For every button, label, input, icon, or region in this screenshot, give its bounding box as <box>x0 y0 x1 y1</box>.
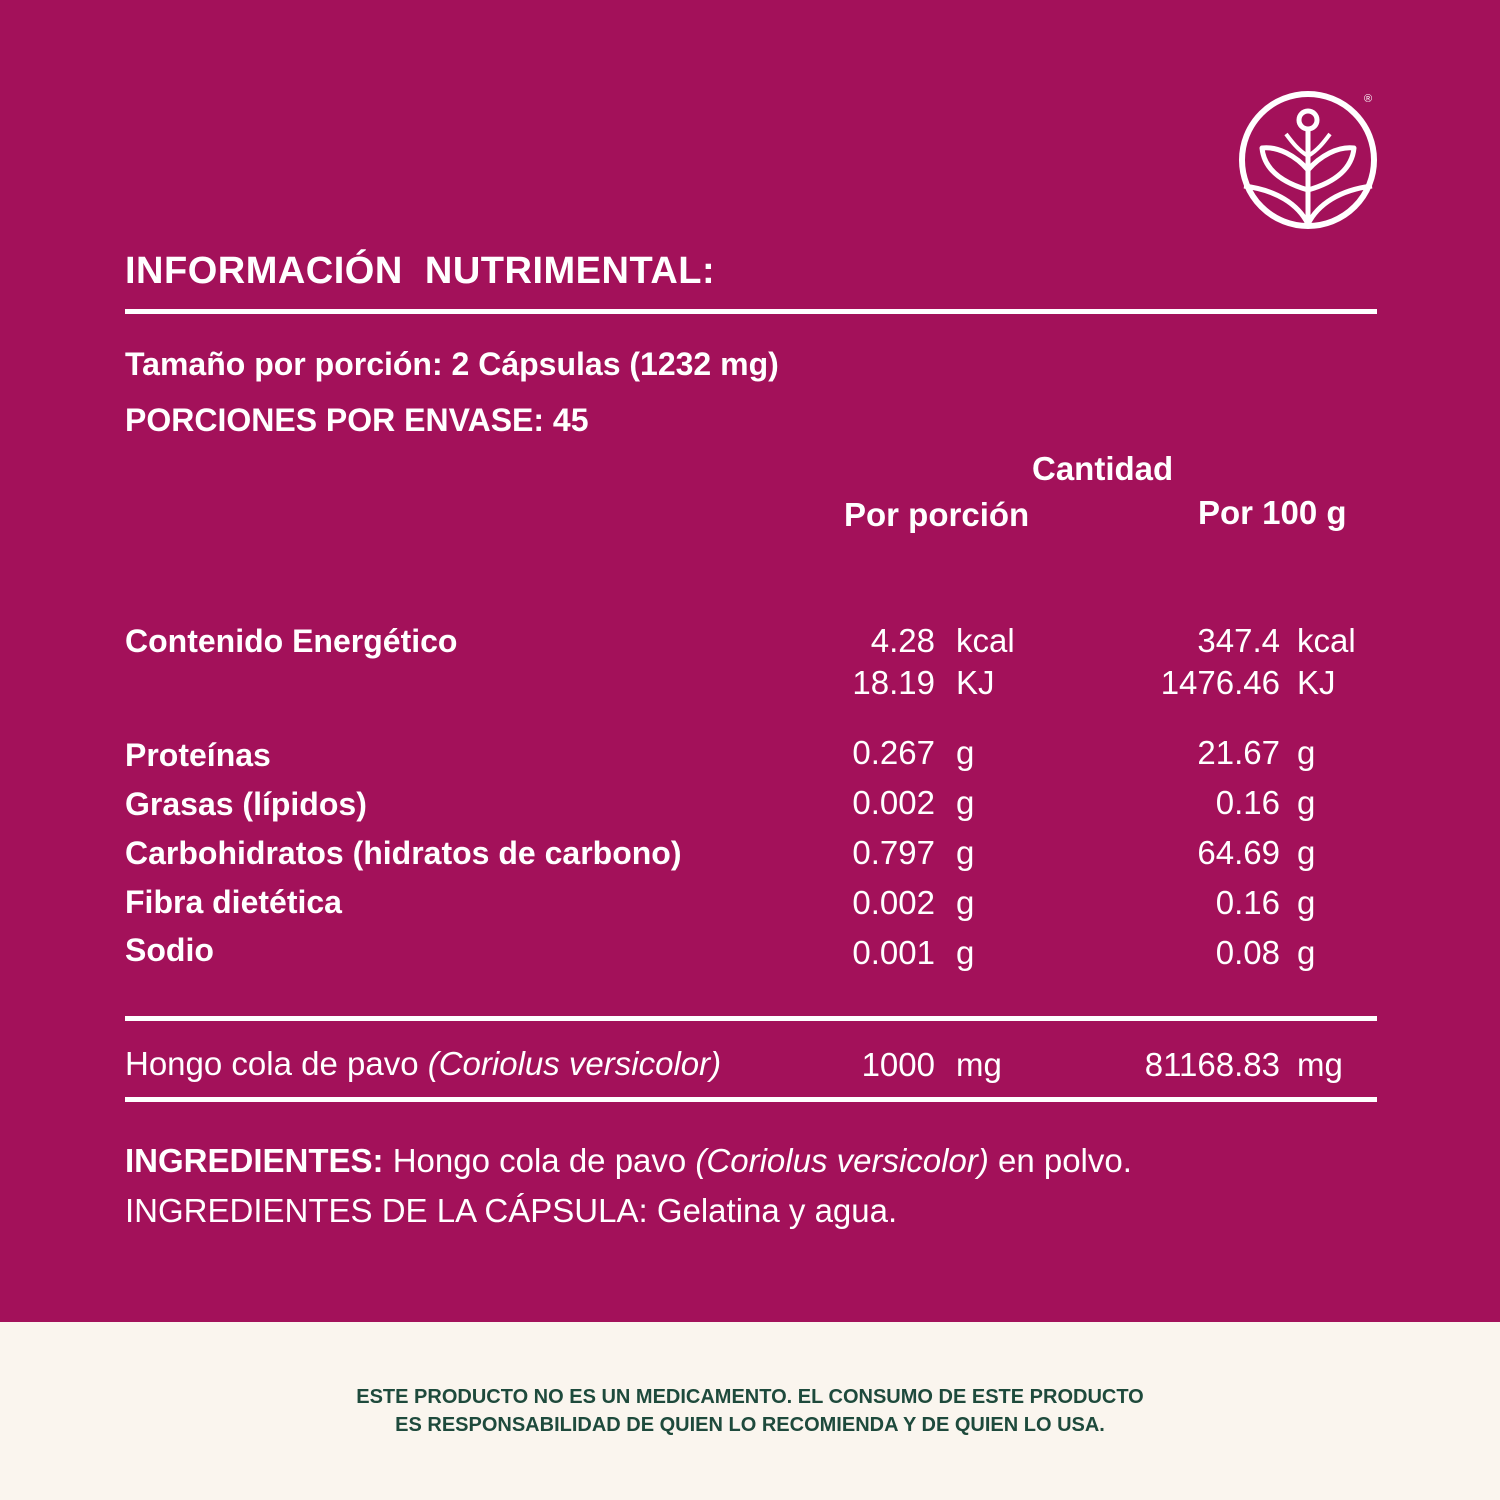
energy-kj-per-100g: 1476.46 <box>1160 664 1280 701</box>
ingredients-text-1: Hongo cola de pavo <box>383 1142 696 1179</box>
active-per-serving: 1000 <box>861 1046 935 1083</box>
nutrient-unit-1: g <box>956 784 975 821</box>
energy-label: Contenido Energético <box>125 623 458 659</box>
nutrient-unit-1: g <box>956 934 975 971</box>
nutrient-per-100g: 0.08 <box>1215 934 1280 971</box>
nutrient-per-serving: 0.002 <box>852 884 935 921</box>
nutrient-per-serving: 0.001 <box>852 934 935 971</box>
nutrient-unit-2: g <box>1297 934 1316 971</box>
plant-circle-logo <box>1236 90 1380 230</box>
nutrient-per-100g: 21.67 <box>1197 734 1280 771</box>
nutrient-per-100g: 0.16 <box>1215 784 1280 821</box>
energy-kj-unit-1: KJ <box>956 664 995 701</box>
nutrient-unit-1: g <box>956 734 975 771</box>
nutrient-unit-2: g <box>1297 784 1316 821</box>
ingredients-latin: (Coriolus versicolor) <box>695 1142 989 1179</box>
ingredients-text-2: en polvo. INGREDIENTES DE LA CÁPSULA: Gelatina y agua. <box>125 1142 1132 1229</box>
nutrient-unit-1: g <box>956 834 975 871</box>
active-per-100g: 81168.83 <box>1144 1046 1280 1083</box>
energy-kj-per-serving: 18.19 <box>852 664 935 701</box>
active-ingredient-name: Hongo cola de pavo <box>125 1045 428 1082</box>
nutrient-unit-1: g <box>956 884 975 921</box>
nutrient-per-serving: 0.002 <box>852 784 935 821</box>
energy-kcal-per-100g: 347.4 <box>1197 622 1280 659</box>
serving-size: Tamaño por porción: 2 Cápsulas (1232 mg) <box>125 346 779 382</box>
energy-kcal-unit-2: kcal <box>1297 622 1356 659</box>
active-ingredient-top-divider <box>125 1016 1377 1021</box>
nutrient-per-serving: 0.267 <box>852 734 935 771</box>
disclaimer-line-1: ESTE PRODUCTO NO ES UN MEDICAMENTO. EL CONSUMO DE ESTE PRODUCTO <box>356 1386 1144 1408</box>
nutrient-label: Grasas (lípidos) <box>125 786 367 822</box>
nutrient-unit-2: g <box>1297 834 1316 871</box>
nutrient-per-serving: 0.797 <box>852 834 935 871</box>
page-title: INFORMACIÓN NUTRIMENTAL: <box>125 250 716 292</box>
active-ingredient-bottom-divider <box>125 1097 1377 1102</box>
ingredients-heading: INGREDIENTES: <box>125 1142 384 1179</box>
energy-kj-unit-2: KJ <box>1297 664 1336 701</box>
column-header-per-serving: Por porción <box>844 496 1030 533</box>
nutrient-label: Carbohidratos (hidratos de carbono) <box>125 835 682 871</box>
servings-per-container: PORCIONES POR ENVASE: 45 <box>125 402 589 438</box>
nutrient-unit-2: g <box>1297 734 1316 771</box>
column-header-per-100g: Por 100 g <box>1198 494 1347 531</box>
registered-mark: ® <box>1364 93 1373 105</box>
active-ingredient-latin: (Coriolus versicolor) <box>427 1045 722 1082</box>
nutrient-per-100g: 64.69 <box>1197 834 1280 871</box>
title-divider <box>125 309 1377 314</box>
energy-kcal-per-serving: 4.28 <box>870 622 935 659</box>
active-unit-2: mg <box>1297 1046 1343 1083</box>
nutrient-label: Fibra dietética <box>125 884 342 920</box>
nutrient-unit-2: g <box>1297 884 1316 921</box>
disclaimer-footer <box>0 1322 1500 1500</box>
ingredients-paragraph <box>125 1136 1385 1236</box>
nutrient-per-100g: 0.16 <box>1215 884 1280 921</box>
active-ingredient-label <box>125 1045 721 1083</box>
nutrient-label: Sodio <box>125 932 214 968</box>
active-unit-1: mg <box>956 1046 1002 1083</box>
disclaimer-line-2: ES RESPONSABILIDAD DE QUIEN LO RECOMIENDA Y DE QUIEN LO USA. <box>395 1414 1105 1436</box>
column-group-header: Cantidad <box>1032 450 1174 487</box>
energy-kcal-unit-1: kcal <box>956 622 1015 659</box>
nutrient-label: Proteínas <box>125 737 271 773</box>
